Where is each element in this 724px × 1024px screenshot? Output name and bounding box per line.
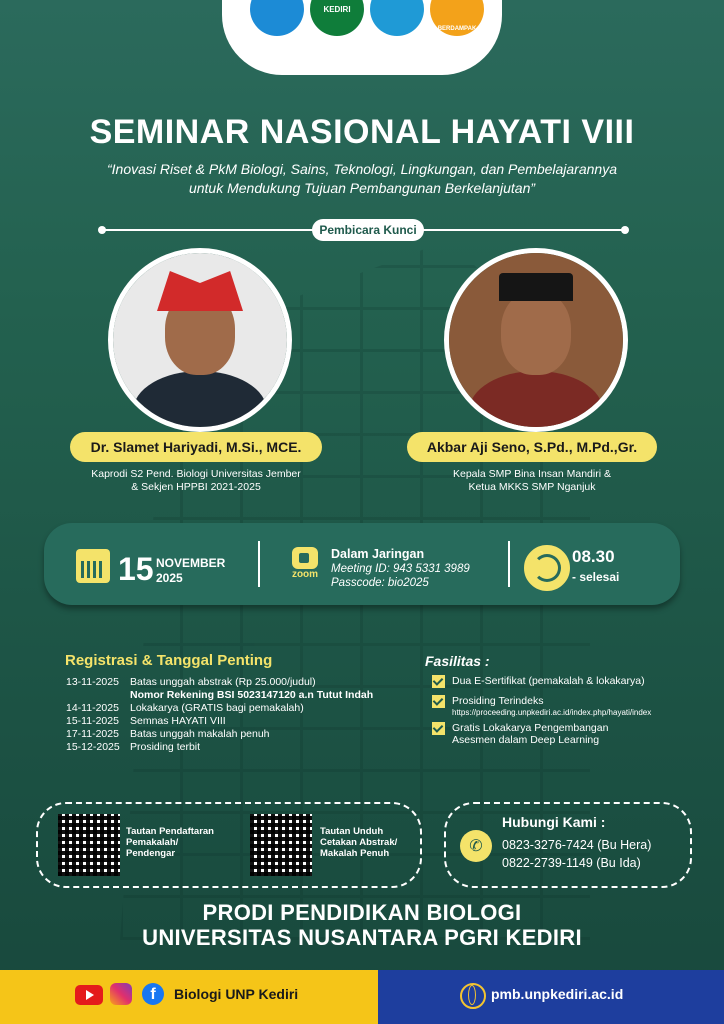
qr-label-line: Tautan Pendaftaran (126, 826, 214, 837)
clock-icon (524, 545, 570, 591)
list-item (66, 741, 430, 754)
registration-text: Lokakarya (GRATIS bagi pemakalah) (130, 702, 304, 714)
association-logo-icon (370, 0, 424, 36)
event-month-year (156, 556, 225, 586)
speaker-2-name: Akbar Aji Seno, S.Pd., M.Pd.,Gr. (407, 432, 657, 462)
organizer-name (0, 900, 724, 950)
checkbox-icon (432, 722, 445, 735)
footer-social (0, 970, 378, 1024)
qr-code-download[interactable] (250, 814, 312, 876)
facility-subtext: Asesmen dalam Deep Learning (452, 734, 600, 746)
diktisaintek-berdampak-logo (430, 0, 484, 36)
logo-text-berdampak: BERDAMPAK (437, 26, 477, 32)
registration-date: 14-11-2025 (66, 702, 119, 714)
globe-icon (460, 983, 486, 1009)
event-start-time: 08.30 (572, 547, 615, 566)
keynote-label: Pembicara Kunci (312, 219, 424, 241)
speaker-2-role-line-2: Ketua MKKS SMP Nganjuk (468, 481, 596, 493)
list-item (66, 715, 430, 728)
qr-code-registration[interactable] (58, 814, 120, 876)
footer-website (378, 970, 724, 1024)
proceeding-url[interactable]: https://proceeding.unpkediri.ac.id/index.php/hayati/index (452, 708, 652, 717)
event-time (572, 547, 619, 587)
qr-label-line: Pendengar (126, 848, 176, 859)
phone-icon: ✆ (460, 830, 492, 862)
list-item (66, 689, 430, 702)
info-separator-1 (258, 541, 260, 587)
qr-links-box (36, 802, 422, 888)
list-item (66, 728, 430, 741)
speaker-1-role (56, 468, 336, 494)
social-handle: Biologi UNP Kediri (174, 986, 299, 1002)
contact-phone-2[interactable]: 0822-2739-1149 (Bu Ida) (502, 856, 641, 870)
registration-text: Prosiding terbit (130, 741, 201, 753)
qr-label-download (320, 826, 397, 859)
registration-text: Batas unggah makalah penuh (130, 728, 270, 740)
subtitle-line-2: untuk Mendukung Tujuan Pembangunan Berkelanjutan” (188, 180, 536, 196)
seminar-title: SEMINAR NASIONAL HAYATI VIII (89, 113, 635, 151)
qr-label-line: Cetakan Abstrak/ (320, 837, 398, 848)
info-separator-2 (508, 541, 510, 587)
registration-text: Semnas HAYATI VIII (130, 715, 226, 727)
divider-line-right (422, 229, 624, 231)
meeting-id: Meeting ID: 943 5331 3989 (331, 563, 470, 575)
seminar-subtitle (60, 160, 664, 198)
facility-item (432, 695, 702, 719)
list-item (66, 702, 430, 715)
online-details (331, 547, 470, 590)
qr-label-line: Makalah Penuh (320, 848, 390, 859)
registration-date: 15-12-2025 (66, 741, 120, 753)
instagram-icon[interactable] (110, 983, 132, 1005)
list-item (66, 676, 430, 689)
registration-list (66, 676, 430, 754)
event-info-bar (44, 523, 680, 605)
organizer-line-2: UNIVERSITAS NUSANTARA PGRI KEDIRI (142, 925, 582, 950)
calendar-icon (76, 549, 110, 583)
checkbox-icon (432, 675, 445, 688)
divider-dot-right (621, 226, 629, 234)
event-mode: Dalam Jaringan (331, 547, 425, 561)
unp-kediri-logo (310, 0, 364, 36)
youtube-icon[interactable] (75, 985, 103, 1005)
facility-item (432, 675, 702, 688)
speaker-1-role-line-2: & Sekjen HPPBI 2021-2025 (131, 481, 261, 493)
checkbox-icon (432, 695, 445, 708)
speaker-1-name: Dr. Slamet Hariyadi, M.Si., MCE. (70, 432, 322, 462)
event-day: 15 (118, 551, 154, 587)
logo-bar (222, 0, 502, 75)
contact-phone-1[interactable]: 0823-3276-7424 (Bu Hera) (502, 838, 652, 852)
kemdikbud-logo-icon (250, 0, 304, 36)
event-month: NOVEMBER (156, 556, 226, 570)
event-end-time: - selesai (572, 570, 620, 584)
facility-item (432, 722, 702, 746)
facebook-icon[interactable]: f (142, 983, 164, 1005)
speaker-1-role-line-1: Kaprodi S2 Pend. Biologi Universitas Jember (91, 468, 301, 480)
zoom-label: zoom (291, 569, 319, 580)
facility-text: Prosiding Terindeks (452, 695, 544, 707)
registration-text: Batas unggah abstrak (Rp 25.000/judul) (130, 676, 316, 688)
contact-title: Hubungi Kami : (502, 814, 606, 830)
organizer-line-1: PRODI PENDIDIKAN BIOLOGI (202, 900, 522, 925)
zoom-icon (287, 547, 323, 587)
facility-text: Gratis Lokakarya Pengembangan (452, 722, 609, 734)
event-year: 2025 (156, 571, 183, 585)
facility-text: Dua E-Sertifikat (pemakalah & lokakarya) (452, 675, 645, 687)
registration-title: Registrasi & Tanggal Penting (65, 652, 273, 669)
passcode: Passcode: bio2025 (331, 577, 429, 589)
divider-line-left (102, 229, 314, 231)
speaker-1-photo (108, 248, 292, 432)
speaker-2-role (392, 468, 672, 494)
website-link[interactable]: pmb.unpkediri.ac.id (491, 986, 624, 1002)
logo-text-kediri: KEDIRI (323, 4, 351, 14)
registration-date: 13-11-2025 (66, 676, 119, 688)
qr-label-line: Pemakalah/ (126, 837, 179, 848)
subtitle-line-1: “Inovasi Riset & PkM Biologi, Sains, Teknologi, Lingkungan, dan Pembelajarannya (106, 161, 617, 177)
qr-label-line: Tautan Unduh (320, 826, 384, 837)
contact-box (444, 802, 692, 888)
speaker-2-photo (444, 248, 628, 432)
qr-label-registration (126, 826, 214, 859)
registration-date: 15-11-2025 (66, 715, 119, 727)
speaker-2-role-line-1: Kepala SMP Bina Insan Mandiri & (453, 468, 611, 480)
facilities-title: Fasilitas : (425, 653, 490, 669)
registration-date (66, 689, 130, 702)
registration-date: 17-11-2025 (66, 728, 119, 740)
bank-account-text: Nomor Rekening BSI 5023147120 a.n Tutut Indah (130, 689, 374, 701)
